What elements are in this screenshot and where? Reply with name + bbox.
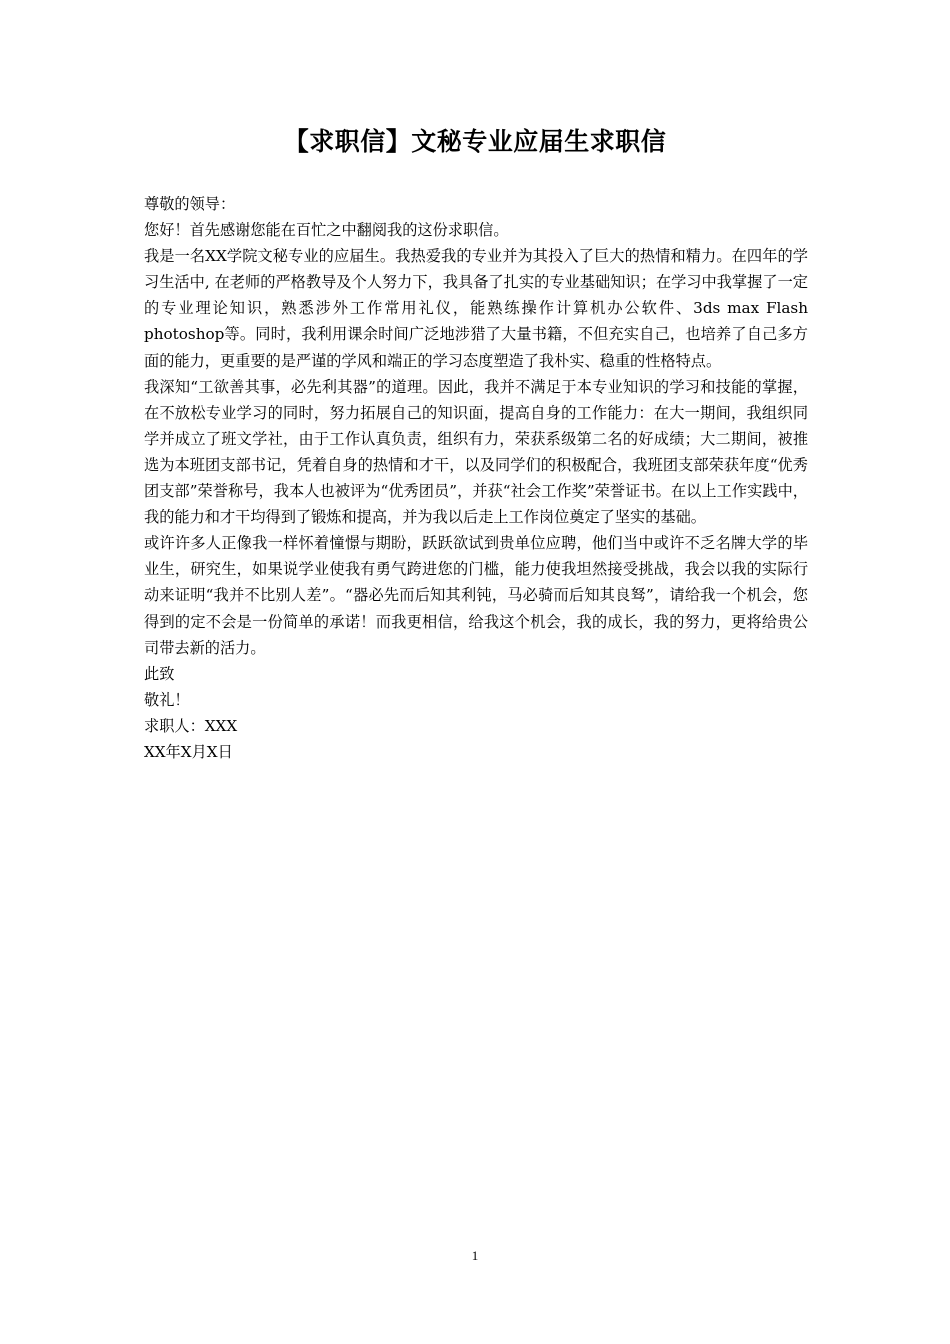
regards-line: 敬礼！ [144, 690, 190, 709]
salutation: 尊敬的领导： [144, 195, 236, 213]
introduction-paragraph: 我是一名XX学院文秘专业的应届生。我热爱我的专业并为其投入了巨大的热情和精力。在四年的学习生活中, 在老师的严格教导及个人努力下，我具备了扎实的专业基础知识；在学习中我掌握了一定的专业理论知识，熟悉涉外工作常用礼仪，能熟练操作计算机办公软件、3ds max Flash photoshop等。同时，我利用课余时间广泛地涉猎了大量书籍，不但充实自己，也培养了自己多方面的能力，更重要的是严谨的学风和端正的学习态度塑造了我朴实、稳重的性格特点。 [144, 247, 808, 370]
page-number: 1 [471, 1248, 479, 1263]
letter-date: XX年X月X日 [144, 742, 233, 761]
sign-off-line: 此致 [144, 664, 175, 683]
letter-body [144, 191, 808, 765]
applicant-signature: 求职人：XXX [144, 716, 238, 735]
greeting-paragraph: 您好！首先感谢您能在百忙之中翻阅我的这份求职信。 [144, 221, 509, 240]
experience-paragraph: 我深知“工欲善其事，必先利其器”的道理。因此，我并不满足于本专业知识的学习和技能的掌握，在不放松专业学习的同时，努力拓展自己的知识面，提高自身的工作能力：在大一期间，我组织同学并成立了班文学社，由于工作认真负责，组织有力，荣获系级第二名的好成绩；大二期间，被推选为本班团支部书记，凭着自身的热情和才干，以及同学们的积极配合，我班团支部荣获年度“优秀团支部”荣誉称号，我本人也被评为“优秀团员”，并获“社会工作奖”荣誉证书。在以上工作实践中，我的能力和才干均得到了锻炼和提高，并为我以后走上工作岗位奠定了坚实的基础。 [144, 377, 808, 527]
document-title: 【求职信】文秘专业应届生求职信 [283, 127, 667, 156]
closing-paragraph: 或许许多人正像我一样怀着憧憬与期盼，跃跃欲试到贵单位应聘，他们当中或许不乏名牌大学的毕业生，研究生，如果说学业使我有勇气跨进您的门槛，能力使我坦然接受挑战，我会以我的实际行动来证明“我并不比别人差”。“器必先而后知其利钝，马必骑而后知其良驽”，请给我一个机会，您得到的定不会是一份简单的承诺！而我更相信，给我这个机会，我的成长，我的努力，更将给贵公司带去新的活力。 [144, 534, 808, 657]
